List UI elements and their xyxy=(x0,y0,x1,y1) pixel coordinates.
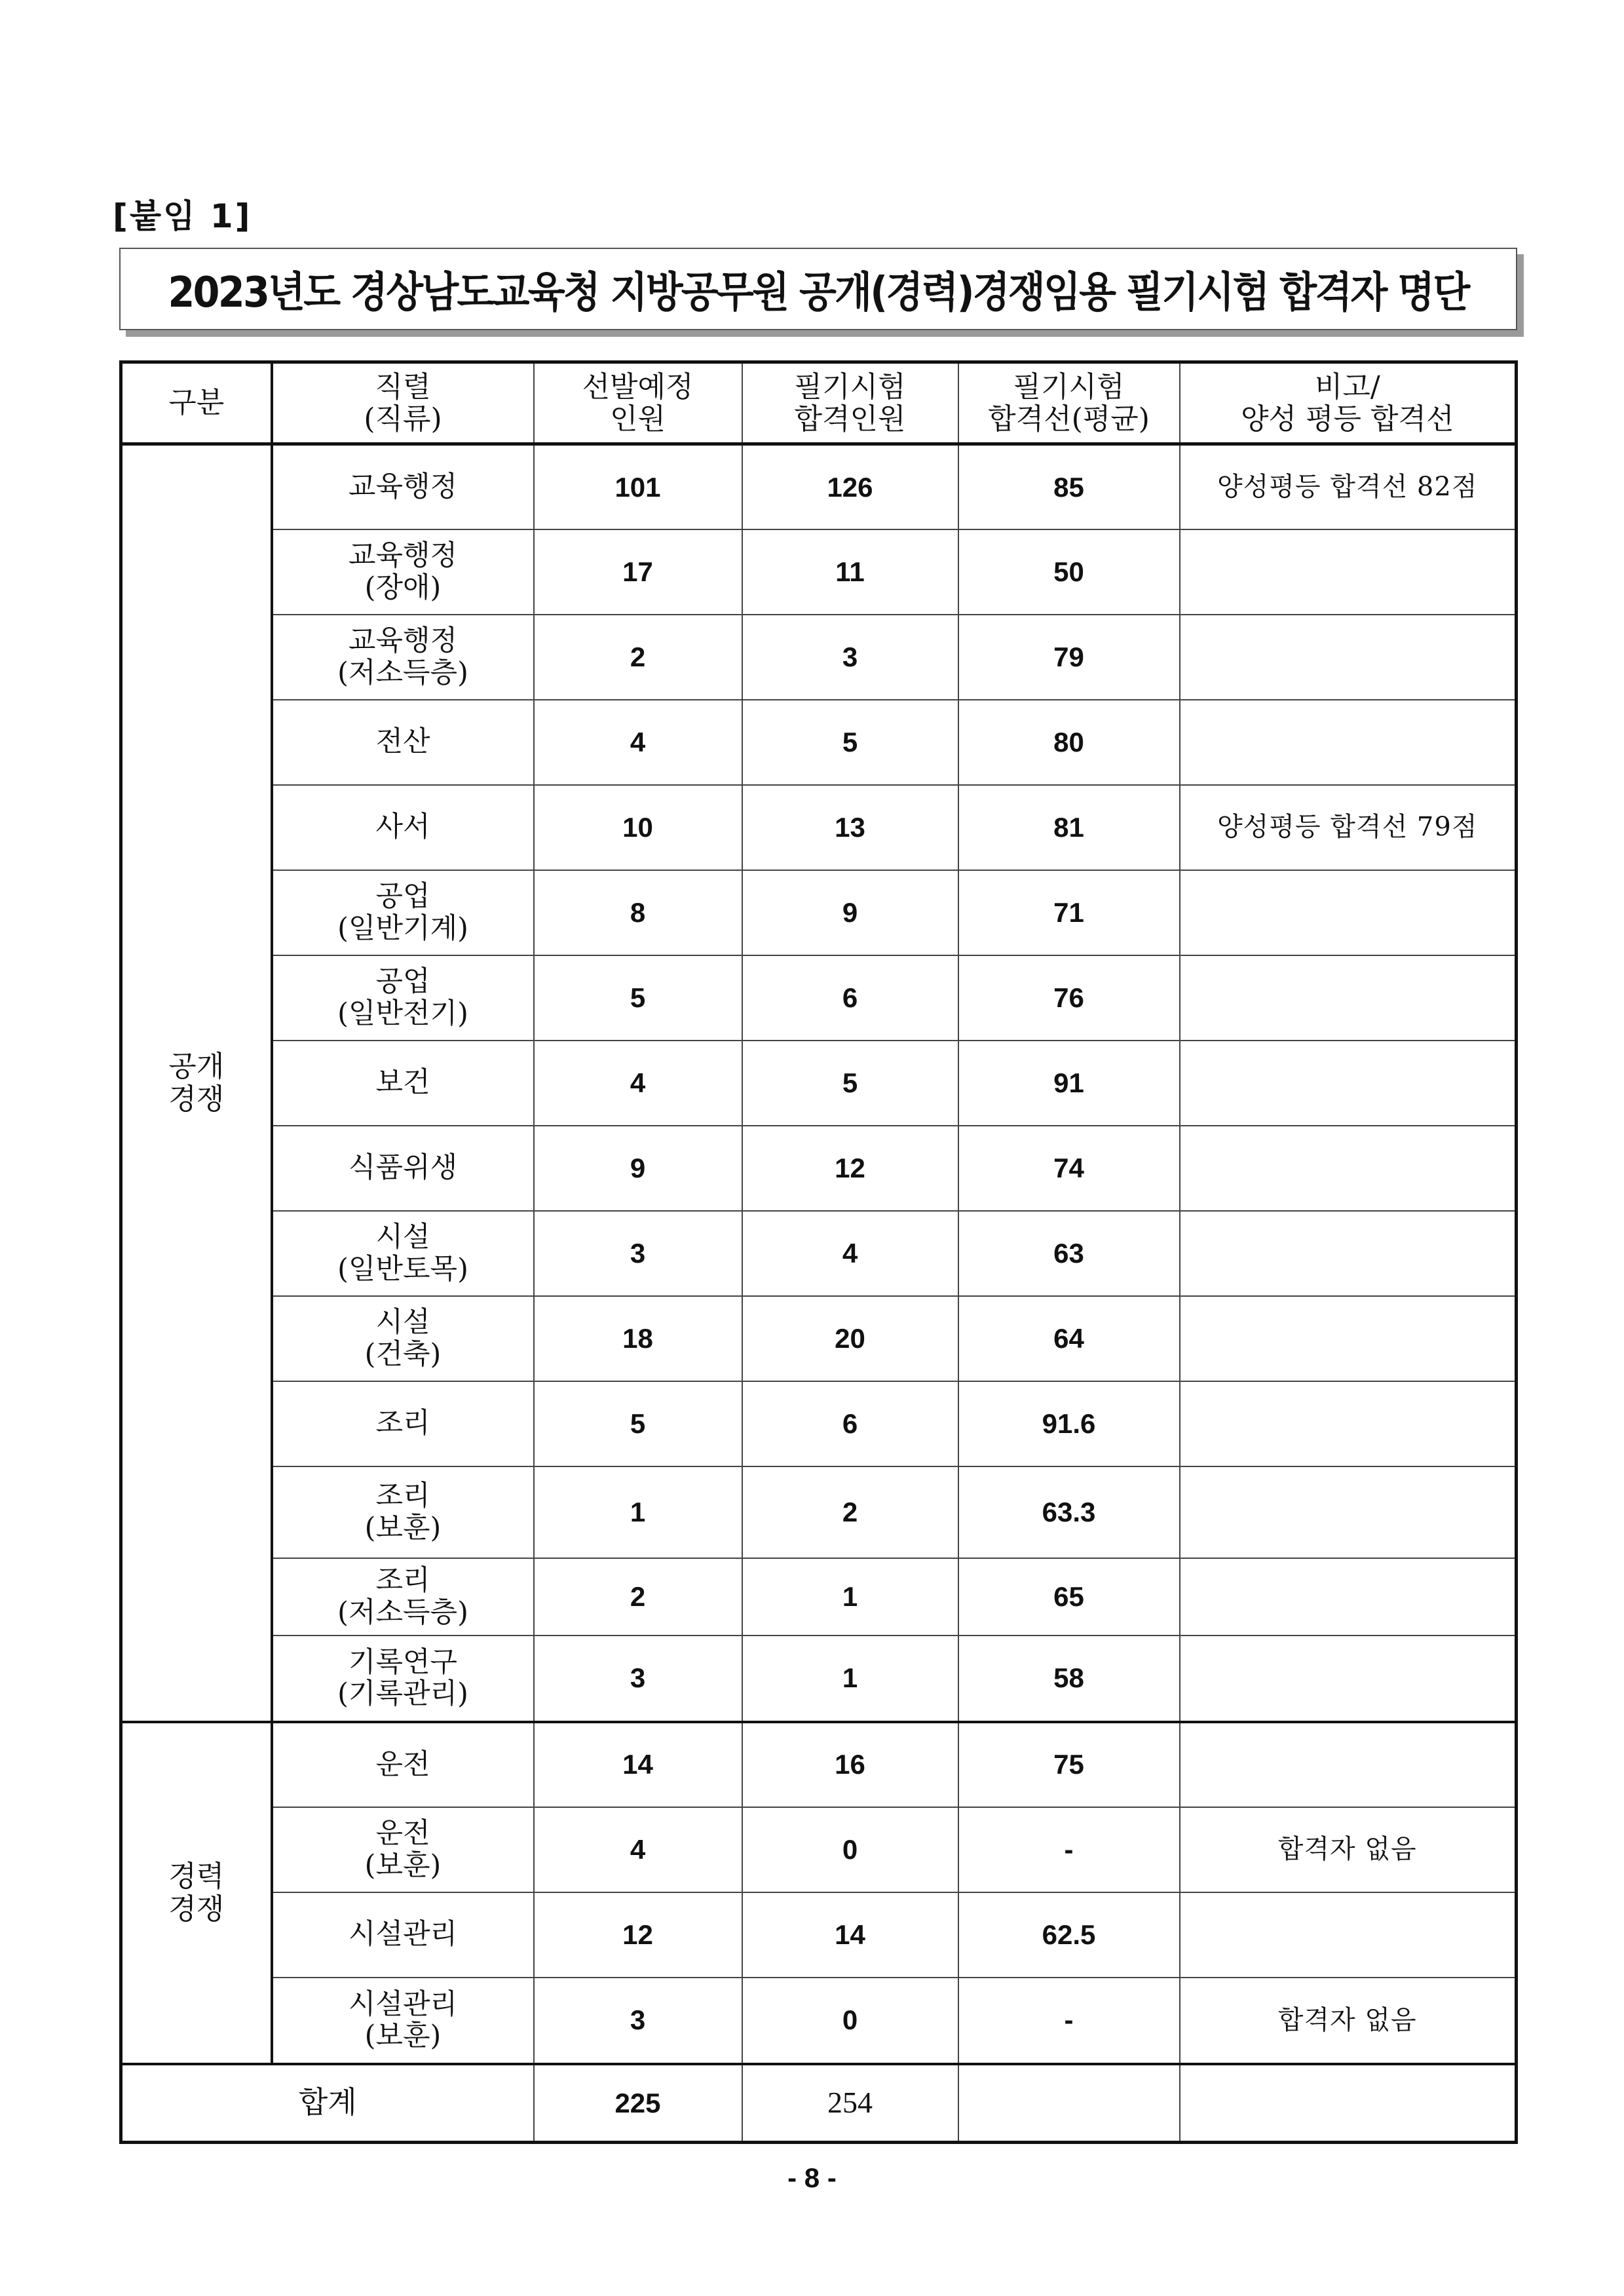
note-cell: 양성평등 합격선 79점 xyxy=(1180,785,1517,870)
category-cell: 경력 경쟁 xyxy=(121,1722,272,2064)
job-series-cell: 조리 (보훈) xyxy=(272,1466,534,1558)
note-cell xyxy=(1180,1126,1517,1211)
table-row xyxy=(121,955,1517,1041)
planned-cell: 101 xyxy=(534,444,742,529)
total-row xyxy=(121,2064,1517,2143)
cutoff-cell: 91 xyxy=(958,1041,1180,1126)
cutoff-cell: - xyxy=(958,1978,1180,2064)
job-series-cell: 조리 (저소득층) xyxy=(272,1558,534,1636)
passed-cell: 1 xyxy=(742,1636,958,1722)
table-row xyxy=(121,1978,1517,2064)
passed-cell: 13 xyxy=(742,785,958,870)
table-row xyxy=(121,1211,1517,1296)
cutoff-cell: 79 xyxy=(958,615,1180,700)
note-cell xyxy=(1180,1381,1517,1466)
note-cell xyxy=(1180,955,1517,1041)
note-cell xyxy=(1180,1211,1517,1296)
cutoff-cell: - xyxy=(958,1807,1180,1892)
passed-cell: 3 xyxy=(742,615,958,700)
planned-cell: 1 xyxy=(534,1466,742,1558)
planned-cell: 8 xyxy=(534,870,742,955)
cutoff-cell: 50 xyxy=(958,529,1180,615)
cutoff-cell: 65 xyxy=(958,1558,1180,1636)
cutoff-cell: 85 xyxy=(958,444,1180,529)
note-cell xyxy=(1180,1892,1517,1978)
job-series-cell: 공업 (일반기계) xyxy=(272,870,534,955)
table-row xyxy=(121,529,1517,615)
planned-cell: 5 xyxy=(534,1381,742,1466)
job-series-cell: 시설관리 (보훈) xyxy=(272,1978,534,2064)
planned-cell: 5 xyxy=(534,955,742,1041)
table-row xyxy=(121,1807,1517,1892)
total-passed: 254 xyxy=(742,2064,958,2143)
passed-cell: 12 xyxy=(742,1126,958,1211)
table-row xyxy=(121,1296,1517,1381)
passed-cell: 9 xyxy=(742,870,958,955)
table-row xyxy=(121,700,1517,785)
table-row xyxy=(121,785,1517,870)
passed-cell: 2 xyxy=(742,1466,958,1558)
passed-cell: 1 xyxy=(742,1558,958,1636)
job-series-cell: 시설 (건축) xyxy=(272,1296,534,1381)
header-passed: 필기시험 합격인원 xyxy=(742,362,958,444)
passed-cell: 16 xyxy=(742,1722,958,1807)
note-cell xyxy=(1180,1466,1517,1558)
planned-cell: 3 xyxy=(534,1211,742,1296)
table-row xyxy=(121,1381,1517,1466)
table-row xyxy=(121,444,1517,529)
planned-cell: 14 xyxy=(534,1722,742,1807)
job-series-cell: 사서 xyxy=(272,785,534,870)
cutoff-cell: 80 xyxy=(958,700,1180,785)
attachment-label: [붙임 1] xyxy=(113,197,252,235)
cutoff-cell: 75 xyxy=(958,1722,1180,1807)
table-row xyxy=(121,870,1517,955)
cutoff-cell: 76 xyxy=(958,955,1180,1041)
planned-cell: 4 xyxy=(534,1807,742,1892)
header-note: 비고/ 양성 평등 합격선 xyxy=(1180,362,1517,444)
note-cell: 양성평등 합격선 82점 xyxy=(1180,444,1517,529)
category-cell: 공개 경쟁 xyxy=(121,444,272,1722)
passed-cell: 20 xyxy=(742,1296,958,1381)
table-row xyxy=(121,1126,1517,1211)
job-series-cell: 조리 xyxy=(272,1381,534,1466)
job-series-cell: 전산 xyxy=(272,700,534,785)
header-category: 구분 xyxy=(121,362,272,444)
passed-cell: 14 xyxy=(742,1892,958,1978)
planned-cell: 12 xyxy=(534,1892,742,1978)
job-series-cell: 운전 (보훈) xyxy=(272,1807,534,1892)
header-cutoff: 필기시험 합격선(평균) xyxy=(958,362,1180,444)
planned-cell: 2 xyxy=(534,615,742,700)
note-cell xyxy=(1180,1636,1517,1722)
job-series-cell: 식품위생 xyxy=(272,1126,534,1211)
passed-cell: 0 xyxy=(742,1807,958,1892)
passed-cell: 4 xyxy=(742,1211,958,1296)
note-cell: 합격자 없음 xyxy=(1180,1807,1517,1892)
header-planned: 선발예정 인원 xyxy=(534,362,742,444)
planned-cell: 9 xyxy=(534,1126,742,1211)
table-row xyxy=(121,1892,1517,1978)
job-series-cell: 시설관리 xyxy=(272,1892,534,1978)
job-series-cell: 기록연구 (기록관리) xyxy=(272,1636,534,1722)
note-cell xyxy=(1180,1041,1517,1126)
note-cell xyxy=(1180,870,1517,955)
cutoff-cell: 63.3 xyxy=(958,1466,1180,1558)
note-cell xyxy=(1180,1558,1517,1636)
planned-cell: 18 xyxy=(534,1296,742,1381)
planned-cell: 17 xyxy=(534,529,742,615)
table-row xyxy=(121,1466,1517,1558)
total-planned: 225 xyxy=(534,2064,742,2143)
total-label: 합계 xyxy=(121,2064,534,2143)
job-series-cell: 운전 xyxy=(272,1722,534,1807)
note-cell xyxy=(1180,1722,1517,1807)
note-cell xyxy=(1180,700,1517,785)
planned-cell: 10 xyxy=(534,785,742,870)
planned-cell: 3 xyxy=(534,1636,742,1722)
note-cell xyxy=(1180,1296,1517,1381)
header-job-series: 직렬 (직류) xyxy=(272,362,534,444)
total-note xyxy=(1180,2064,1517,2143)
table-row xyxy=(121,1636,1517,1722)
table-row xyxy=(121,1041,1517,1126)
cutoff-cell: 58 xyxy=(958,1636,1180,1722)
passed-cell: 5 xyxy=(742,1041,958,1126)
job-series-cell: 교육행정 xyxy=(272,444,534,529)
job-series-cell: 보건 xyxy=(272,1041,534,1126)
cutoff-cell: 74 xyxy=(958,1126,1180,1211)
job-series-cell: 교육행정 (장애) xyxy=(272,529,534,615)
job-series-cell: 공업 (일반전기) xyxy=(272,955,534,1041)
results-table xyxy=(119,360,1518,2144)
cutoff-cell: 81 xyxy=(958,785,1180,870)
cutoff-cell: 64 xyxy=(958,1296,1180,1381)
passed-cell: 0 xyxy=(742,1978,958,2064)
planned-cell: 4 xyxy=(534,700,742,785)
table-row xyxy=(121,1722,1517,1807)
planned-cell: 4 xyxy=(534,1041,742,1126)
page-number: - 8 - xyxy=(787,2162,837,2193)
cutoff-cell: 91.6 xyxy=(958,1381,1180,1466)
cutoff-cell: 63 xyxy=(958,1211,1180,1296)
passed-cell: 11 xyxy=(742,529,958,615)
passed-cell: 126 xyxy=(742,444,958,529)
planned-cell: 2 xyxy=(534,1558,742,1636)
passed-cell: 5 xyxy=(742,700,958,785)
header-row xyxy=(121,362,1517,444)
planned-cell: 3 xyxy=(534,1978,742,2064)
note-cell xyxy=(1180,529,1517,615)
passed-cell: 6 xyxy=(742,955,958,1041)
job-series-cell: 시설 (일반토목) xyxy=(272,1211,534,1296)
table-row xyxy=(121,1558,1517,1636)
table-row xyxy=(121,615,1517,700)
passed-cell: 6 xyxy=(742,1381,958,1466)
document-title: 2023년도 경상남도교육청 지방공무원 공개(경력)경쟁임용 필기시험 합격자 명단 xyxy=(168,269,1469,317)
cutoff-cell: 62.5 xyxy=(958,1892,1180,1978)
note-cell: 합격자 없음 xyxy=(1180,1978,1517,2064)
total-cutoff xyxy=(958,2064,1180,2143)
document-title-box xyxy=(119,248,1517,330)
cutoff-cell: 71 xyxy=(958,870,1180,955)
note-cell xyxy=(1180,615,1517,700)
job-series-cell: 교육행정 (저소득층) xyxy=(272,615,534,700)
